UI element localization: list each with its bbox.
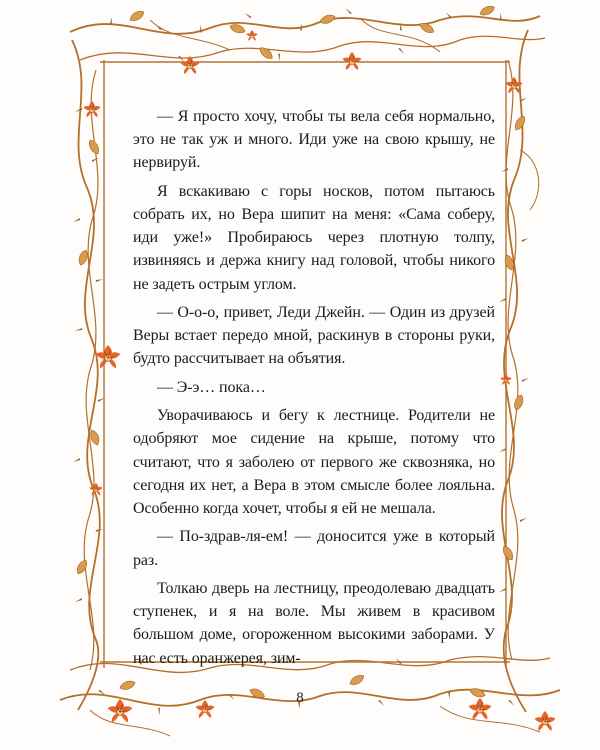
paragraph: Уворачиваюсь и бегу к лестнице. Родители не одобряют мое сидение на крыше, потому что считают, что я заболею от первого же сквозняка, но сегодня их нет, а Вера в этом смысле более лояльна. Особенно когда хочет, чтобы я ей не мешала. [133, 407, 495, 517]
text-block [133, 105, 495, 675]
top-thorns [108, 7, 504, 64]
paragraph: — Я просто хочу, чтобы ты вела себя нормально, это не так уж и много. Иди уже на свою крышу, не нервируй. [133, 108, 495, 172]
right-vine [502, 30, 539, 712]
paragraph: Я вскакиваю с горы носков, потом пытаюсь собрать их, но Вера шипит на меня: «Сама соберу, иди уже!» Пробираюсь через плотную толпу, извиняясь и держа книгу над головой, чтобы никого не задеть острым углом. [133, 182, 495, 293]
top-flowers [181, 30, 362, 74]
paragraph: Толкаю дверь на лестницу, преодолеваю двадцать ступенек, и я на воле. Мы живем в красивом большом доме, огороженном высокими заборами. У нас есть оранжерея, зим- [133, 579, 495, 667]
page-number: 8 [296, 690, 304, 706]
left-vine [72, 40, 100, 710]
paragraph: — О-о-о, привет, Леди Джейн. — Один из друзей Веры встает передо мной, раскинув в стороны руки, будто рассчитывает на объятия. [133, 304, 495, 368]
right-thorns [499, 98, 529, 592]
paragraph: — По-здрав-ля-ем! — доносится уже в который раз. [133, 528, 495, 569]
top-vine [70, 16, 545, 60]
paragraph: — Э-э… пока… [157, 378, 266, 396]
top-leaves [128, 4, 496, 61]
